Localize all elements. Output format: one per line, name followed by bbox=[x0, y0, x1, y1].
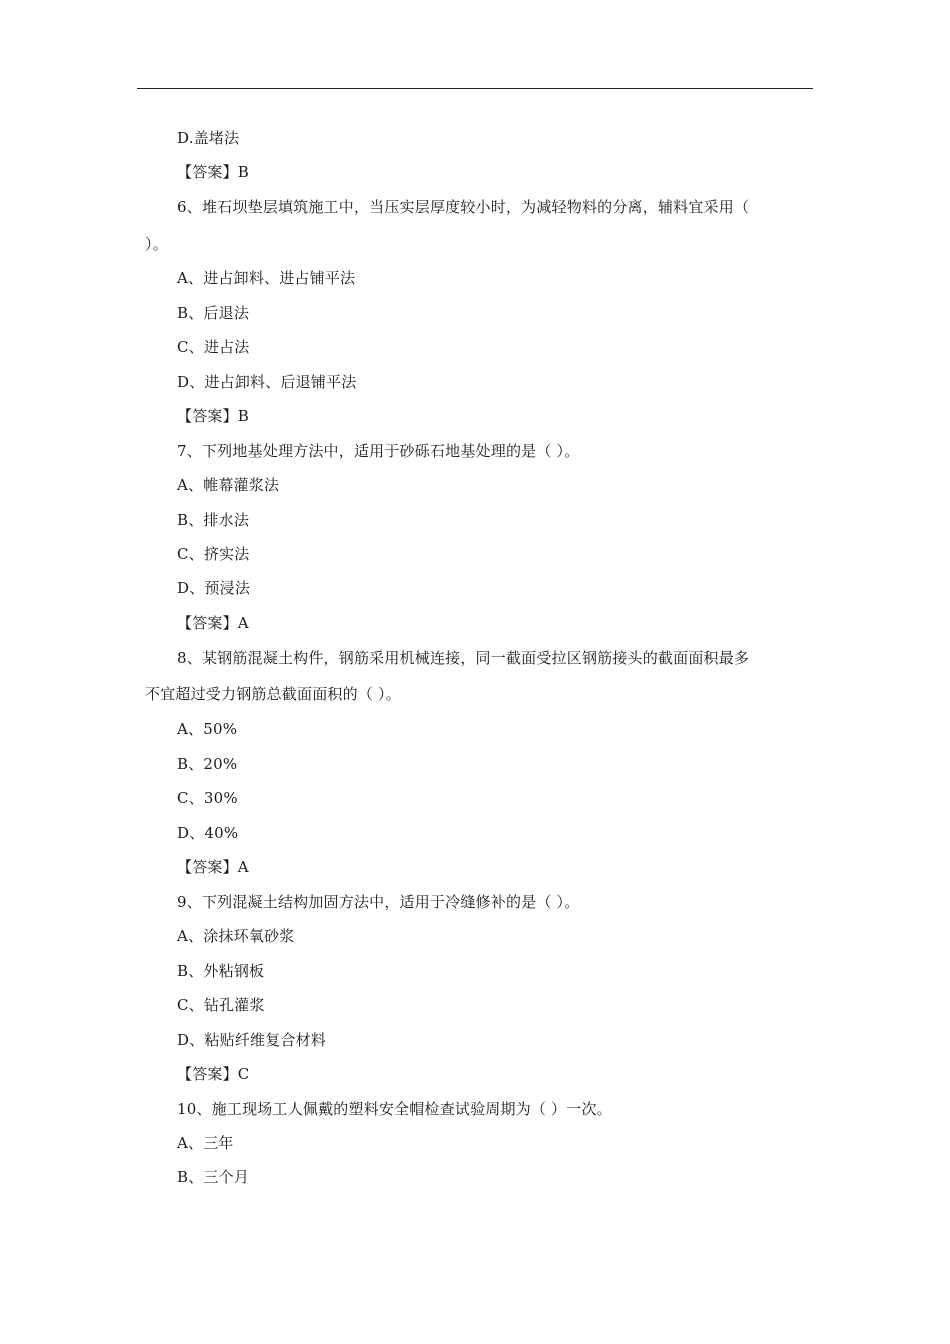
option-a-q7: A、帷幕灌浆法 bbox=[177, 476, 280, 494]
answer-q5: 【答案】B bbox=[177, 163, 250, 181]
answer-q7: 【答案】A bbox=[177, 614, 249, 632]
option-b-q8: B、20% bbox=[177, 755, 238, 773]
option-d-q6: D、进占卸料、后退铺平法 bbox=[177, 373, 357, 391]
option-a-q10: A、三年 bbox=[177, 1134, 234, 1152]
option-b-q7: B、排水法 bbox=[177, 511, 250, 529]
header-rule bbox=[137, 88, 813, 89]
option-b-q6: B、后退法 bbox=[177, 304, 250, 322]
option-c-q6: C、进占法 bbox=[177, 338, 250, 356]
option-b-q10: B、三个月 bbox=[177, 1168, 250, 1186]
question-7: 7、下列地基处理方法中，适用于砂砾石地基处理的是（ ）。 bbox=[177, 442, 580, 460]
answer-q8: 【答案】A bbox=[177, 858, 249, 876]
option-b-q9: B、外粘钢板 bbox=[177, 962, 265, 980]
question-6-cont: ）。 bbox=[145, 235, 168, 253]
question-6: 6、堆石坝垫层填筑施工中，当压实层厚度较小时，为减轻物料的分离，辅料宜采用（ bbox=[177, 198, 750, 216]
question-9: 9、下列混凝土结构加固方法中，适用于冷缝修补的是（ ）。 bbox=[177, 893, 580, 911]
option-d-q5: D.盖堵法 bbox=[177, 129, 240, 147]
option-d-q8: D、40% bbox=[177, 824, 239, 842]
answer-q9: 【答案】C bbox=[177, 1065, 250, 1083]
option-a-q8: A、50% bbox=[177, 720, 238, 738]
answer-q6: 【答案】B bbox=[177, 407, 250, 425]
question-10: 10、施工现场工人佩戴的塑料安全帽检查试验周期为（ ）一次。 bbox=[177, 1100, 612, 1118]
option-c-q8: C、30% bbox=[177, 789, 238, 807]
question-8-cont: 不宜超过受力钢筋总截面面积的（ ）。 bbox=[145, 685, 401, 703]
option-c-q7: C、挤实法 bbox=[177, 545, 250, 563]
option-a-q6: A、进占卸料、进占铺平法 bbox=[177, 269, 356, 287]
question-8: 8、某钢筋混凝土构件，钢筋采用机械连接，同一截面受拉区钢筋接头的截面面积最多 bbox=[177, 649, 750, 667]
option-d-q7: D、预浸法 bbox=[177, 579, 251, 597]
option-a-q9: A、涂抹环氧砂浆 bbox=[177, 927, 295, 945]
option-c-q9: C、钻孔灌浆 bbox=[177, 996, 265, 1014]
option-d-q9: D、粘贴纤维复合材料 bbox=[177, 1031, 327, 1049]
